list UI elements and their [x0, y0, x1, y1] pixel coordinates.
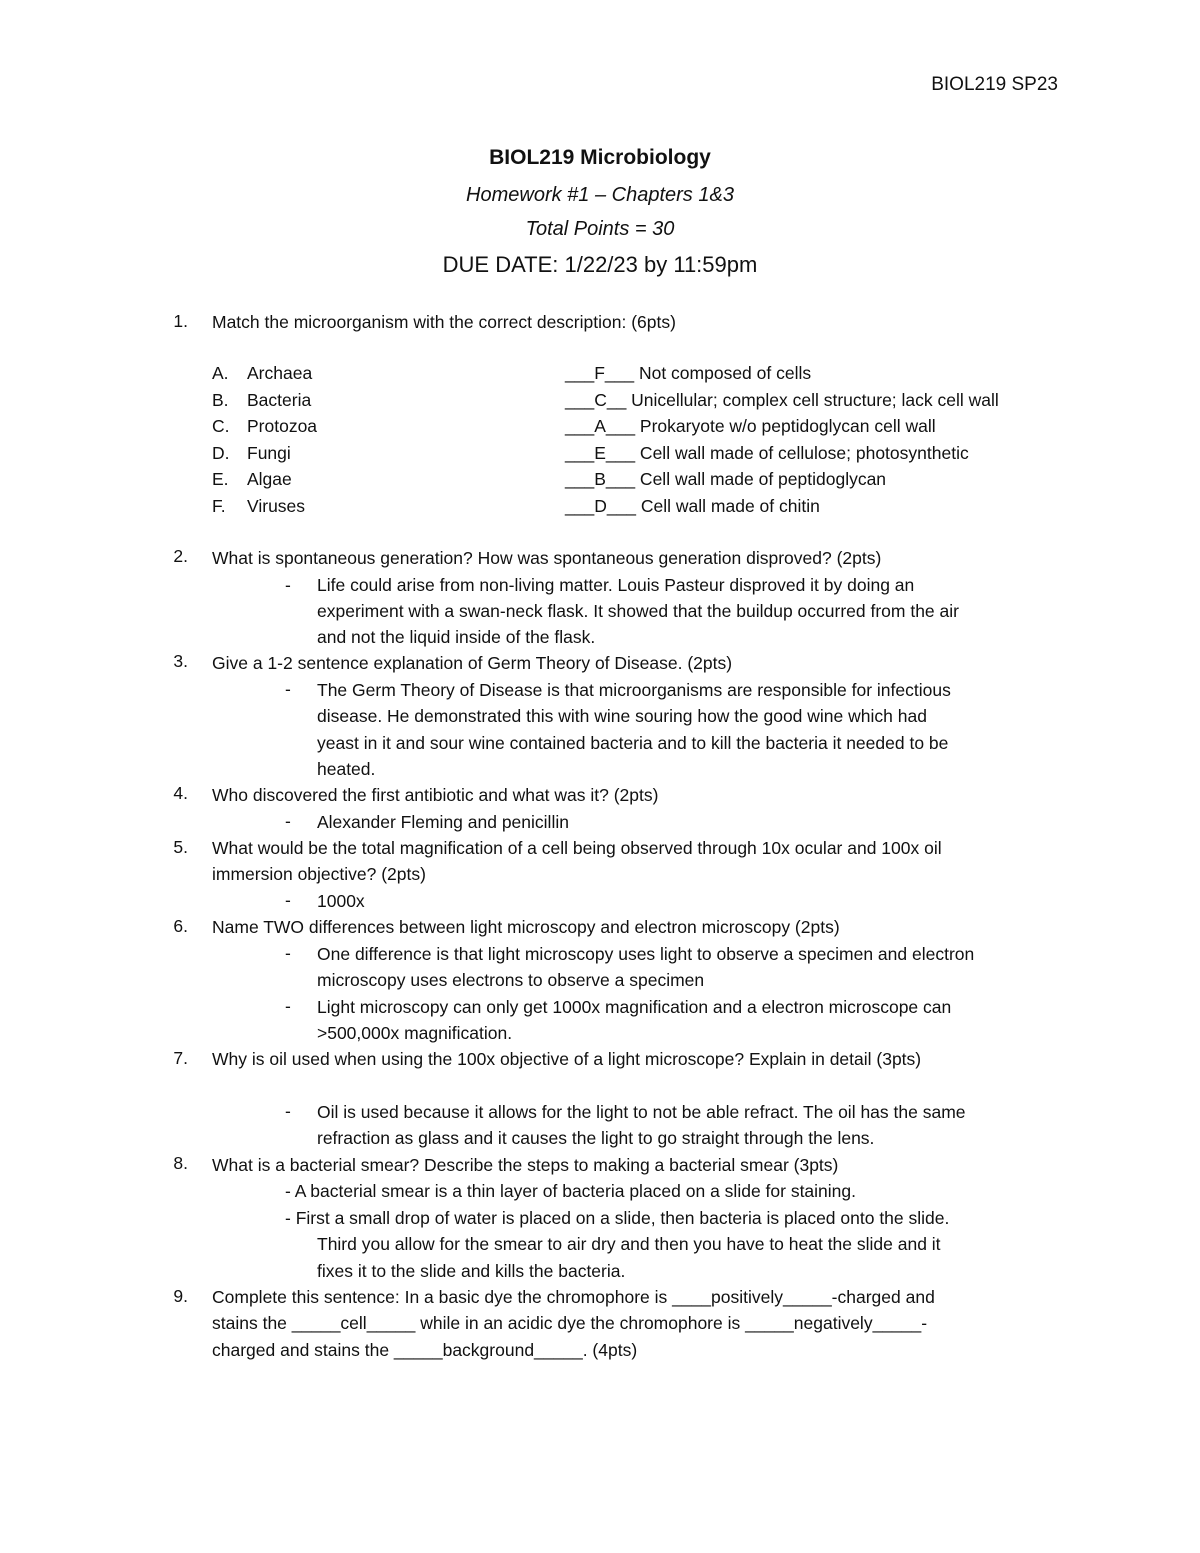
- question-text: What is a bacterial smear? Describe the steps to making a bacterial smear (3pts): [212, 1155, 839, 1175]
- answer-line: Life could arise from non-living matter. Louis Pasteur disproved it by doing an: [317, 575, 915, 595]
- list-item: Bacteria: [247, 390, 312, 410]
- question-number: 7.: [173, 1048, 188, 1068]
- answer-line: yeast in it and sour wine contained bacteria and to kill the bacteria it needed to be: [317, 733, 949, 753]
- question-text: Complete this sentence: In a basic dye the chromophore is ____positively_____-charged and: [212, 1287, 935, 1307]
- list-item: F.: [212, 496, 226, 516]
- bullet-dash: -: [285, 890, 291, 910]
- answer-line: - First a small drop of water is placed on a slide, then bacteria is placed onto the slide.: [285, 1208, 950, 1228]
- match-answer: ___E___ Cell wall made of cellulose; photosynthetic: [565, 443, 969, 463]
- question-number: 9.: [173, 1286, 188, 1306]
- page-title: BIOL219 Microbiology: [489, 146, 711, 169]
- answer-line: Alexander Fleming and penicillin: [317, 812, 569, 832]
- match-answer: ___C__ Unicellular; complex cell structure; lack cell wall: [565, 390, 999, 410]
- question-text: What would be the total magnification of a cell being observed through 10x ocular and 100x oil: [212, 838, 942, 858]
- list-item: C.: [212, 416, 230, 436]
- answer-line: disease. He demonstrated this with wine souring how the good wine which had: [317, 706, 927, 726]
- question-number: 2.: [173, 546, 188, 566]
- bullet-dash: -: [285, 811, 291, 831]
- match-answer: ___B___ Cell wall made of peptidoglycan: [565, 469, 887, 489]
- question-number: 1.: [173, 311, 188, 331]
- match-answer: ___F___ Not composed of cells: [565, 363, 812, 383]
- bullet-dash: -: [285, 996, 291, 1016]
- question-number: 3.: [173, 651, 188, 671]
- total-points: Total Points = 30: [525, 218, 675, 240]
- question-number: 5.: [173, 837, 188, 857]
- answer-line: Third you allow for the smear to air dry and then you have to heat the slide and it: [317, 1234, 941, 1254]
- question-text: Match the microorganism with the correct description: (6pts): [212, 312, 676, 332]
- list-item: E.: [212, 469, 229, 489]
- answer-line: experiment with a swan-neck flask. It showed that the buildup occurred from the air: [317, 601, 959, 621]
- answer-line: heated.: [317, 759, 376, 779]
- answer-line: >500,000x magnification.: [317, 1023, 513, 1043]
- answer-line: One difference is that light microscopy uses light to observe a specimen and electron: [317, 944, 975, 964]
- bullet-dash: -: [285, 575, 291, 595]
- match-answer: ___D___ Cell wall made of chitin: [565, 496, 820, 516]
- answer-line: and not the liquid inside of the flask.: [317, 627, 596, 647]
- question-number: 8.: [173, 1153, 188, 1173]
- list-item: Viruses: [247, 496, 306, 516]
- list-item: A.: [212, 363, 229, 383]
- answer-line: The Germ Theory of Disease is that microorganisms are responsible for infectious: [317, 680, 951, 700]
- question-text: Name TWO differences between light microscopy and electron microscopy (2pts): [212, 917, 840, 937]
- answer-line: 1000x: [317, 891, 365, 911]
- question-text: Give a 1-2 sentence explanation of Germ Theory of Disease. (2pts): [212, 653, 733, 673]
- due-date: DUE DATE: 1/22/23 by 11:59pm: [442, 252, 758, 277]
- question-text: charged and stains the _____background_____. (4pts): [212, 1340, 638, 1360]
- bullet-dash: -: [285, 1101, 291, 1121]
- question-text: Why is oil used when using the 100x objective of a light microscope? Explain in detail (3pts): [212, 1049, 922, 1069]
- list-item: Protozoa: [247, 416, 318, 436]
- answer-line: refraction as glass and it causes the light to go straight through the lens.: [317, 1128, 875, 1148]
- question-text: immersion objective? (2pts): [212, 864, 426, 884]
- bullet-dash: -: [285, 943, 291, 963]
- list-item: Fungi: [247, 443, 291, 463]
- answer-line: fixes it to the slide and kills the bacteria.: [317, 1261, 626, 1281]
- list-item: B.: [212, 390, 229, 410]
- question-text: Who discovered the first antibiotic and what was it? (2pts): [212, 785, 659, 805]
- list-item: D.: [212, 443, 230, 463]
- question-text: stains the _____cell_____ while in an acidic dye the chromophore is _____negatively_____-: [212, 1313, 928, 1333]
- homework-subtitle: Homework #1 – Chapters 1&3: [466, 184, 734, 206]
- question-number: 6.: [173, 916, 188, 936]
- course-header: BIOL219 SP23: [931, 74, 1058, 95]
- answer-line: microscopy uses electrons to observe a specimen: [317, 970, 705, 990]
- answer-line: Light microscopy can only get 1000x magnification and a electron microscope can: [317, 997, 952, 1017]
- question-text: What is spontaneous generation? How was spontaneous generation disproved? (2pts): [212, 548, 882, 568]
- list-item: Archaea: [247, 363, 313, 383]
- list-item: Algae: [247, 469, 292, 489]
- answer-line: Oil is used because it allows for the light to not be able refract. The oil has the same: [317, 1102, 966, 1122]
- answer-line: - A bacterial smear is a thin layer of bacteria placed on a slide for staining.: [285, 1181, 856, 1201]
- bullet-dash: -: [285, 679, 291, 699]
- match-answer: ___A___ Prokaryote w/o peptidoglycan cell wall: [565, 416, 936, 436]
- question-number: 4.: [173, 783, 188, 803]
